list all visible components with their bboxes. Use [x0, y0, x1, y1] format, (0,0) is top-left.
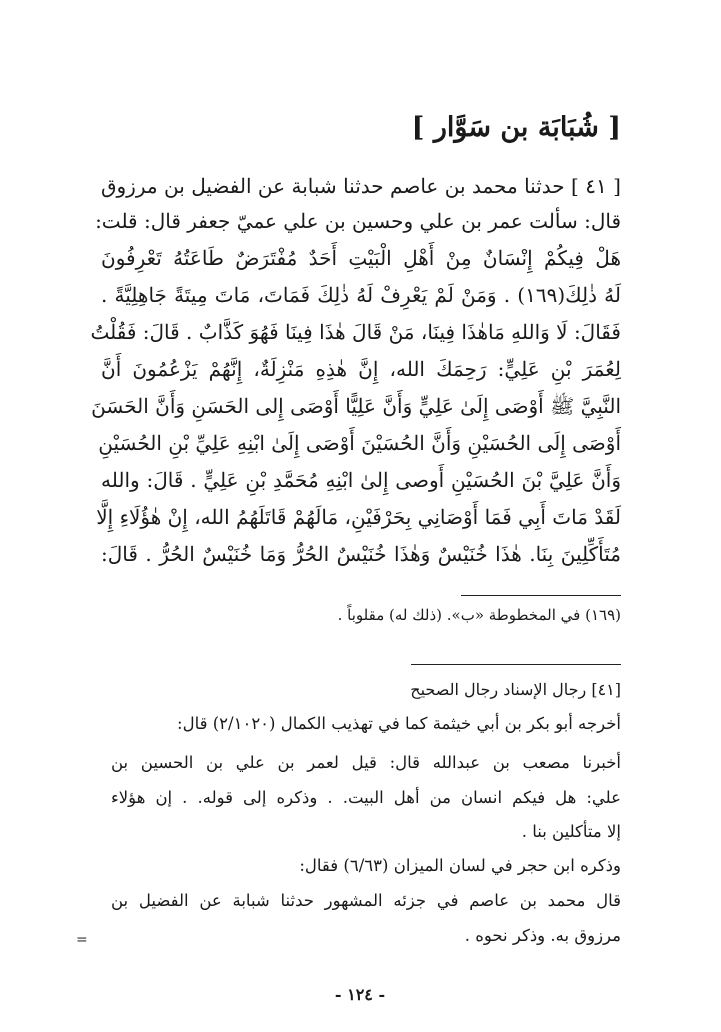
- margin-mark: =: [76, 932, 88, 948]
- section-heading: [ شُبَابَة بن سَوَّار ]: [411, 112, 621, 143]
- commentary-divider: [411, 664, 621, 665]
- commentary-heading: [٤١] رجال الإسناد رجال الصحيح: [410, 680, 621, 699]
- hadith-line: لَقَدْ مَاتَ أَبِي فَمَا أَوْصَانِي بِحَرْفَيْنِ، مَالَهُمْ قَاتَلَهُمُ الله، إِنْ هٰؤُلَاءِ إِلَّا: [96, 505, 621, 529]
- hadith-line: لَهُ ذٰلِكَ(١٦٩) . وَمَنْ لَمْ يَعْرِفْ لَهُ ذٰلِكَ فَمَاتَ، مَاتَ مِيتَةً جَاهِلِيَّةً .: [101, 283, 621, 307]
- footnote-divider: [461, 595, 621, 596]
- hadith-line: وَأَنَّ عَلِيَّ بْنَ الحُسَيْنِ أَوصى إِلىٰ ابْنِهِ مُحَمَّدِ بْنِ عَلِيٍّ . قَالَ: والله: [101, 468, 621, 492]
- hadith-line: [ ٤١ ] حدثنا محمد بن عاصم حدثنا شبابة عن الفضيل بن مرزوق: [101, 174, 621, 198]
- commentary-line: وذكره ابن حجر في لسان الميزان (٦/٦٣) فقال:: [299, 856, 621, 875]
- hadith-line: أَوْصَى إِلَى الحُسَيْنِ وَأَنَّ الحُسَيْنَ أَوْصَى إِلَىٰ ابْنِهِ عَلِيِّ بْنِ الحُسَيْنِ: [98, 431, 621, 455]
- hadith-line: قال: سألت عمر بن علي وحسين بن علي عميّ جعفر قال: قلت:: [95, 209, 621, 233]
- hadith-line: مُتَأَكِّلِينَ بِنَا. هٰذَا خُنَيْسٌ وَهٰذَا خُنَيْسٌ الحُرُّ وَمَا خُنَيْسٌ الحُرُّ . قَالَ:: [101, 542, 621, 566]
- commentary-line: مرزوق به. وذكر نحوه .: [464, 926, 621, 945]
- commentary-line: علي: هل فيكم انسان من أهل البيت. . وذكره إلى قوله. . إن هؤلاء: [111, 788, 621, 807]
- hadith-line: النَّبِيَّ ﷺ أَوْصَى إِلَىٰ عَلِيٍّ وَأَنَّ عَلِيًّا أَوْصَى إِلى الحَسَنِ وَأَنَّ الحَسَنَ: [91, 394, 621, 418]
- hadith-line: هَلْ فِيكُمْ إِنْسَانٌ مِنْ أَهْلِ الْبَيْتِ أَحَدٌ مُفْتَرَضٌ طَاعَتُهُ تَعْرِفُونَ: [101, 246, 621, 270]
- hadith-line: لِعُمَرَ بْنِ عَلِيٍّ: رَحِمَكَ الله، إِنَّ هٰذِهِ مَنْزِلَةٌ، إِنَّهُمْ يَزْعُمُونَ أَنَّ: [101, 357, 621, 381]
- page-number: - ١٢٤ -: [334, 985, 386, 1004]
- commentary-line: أخبرنا مصعب بن عبدالله قال: قيل لعمر بن علي بن الحسين بن: [111, 753, 621, 772]
- commentary-line: أخرجه أبو بكر بن أبي خيثمة كما في تهذيب الكمال (٢/١٠٢٠) قال:: [177, 714, 621, 733]
- commentary-line: قال محمد بن عاصم في جزئه المشهور حدثنا شبابة عن الفضيل بن: [111, 891, 621, 910]
- footnote: (١٦٩) في المخطوطة «ب». (ذلك له) مقلوباً .: [337, 606, 621, 624]
- hadith-line: فَقَالَ: لَا وَاللهِ مَاهٰذَا فِينَا، مَنْ قَالَ هٰذَا فِينَا فَهُوَ كَذَّابٌ . قَالَ: فَقُلْتُ: [90, 320, 621, 344]
- commentary-line: إلا متأكلين بنا .: [521, 822, 621, 841]
